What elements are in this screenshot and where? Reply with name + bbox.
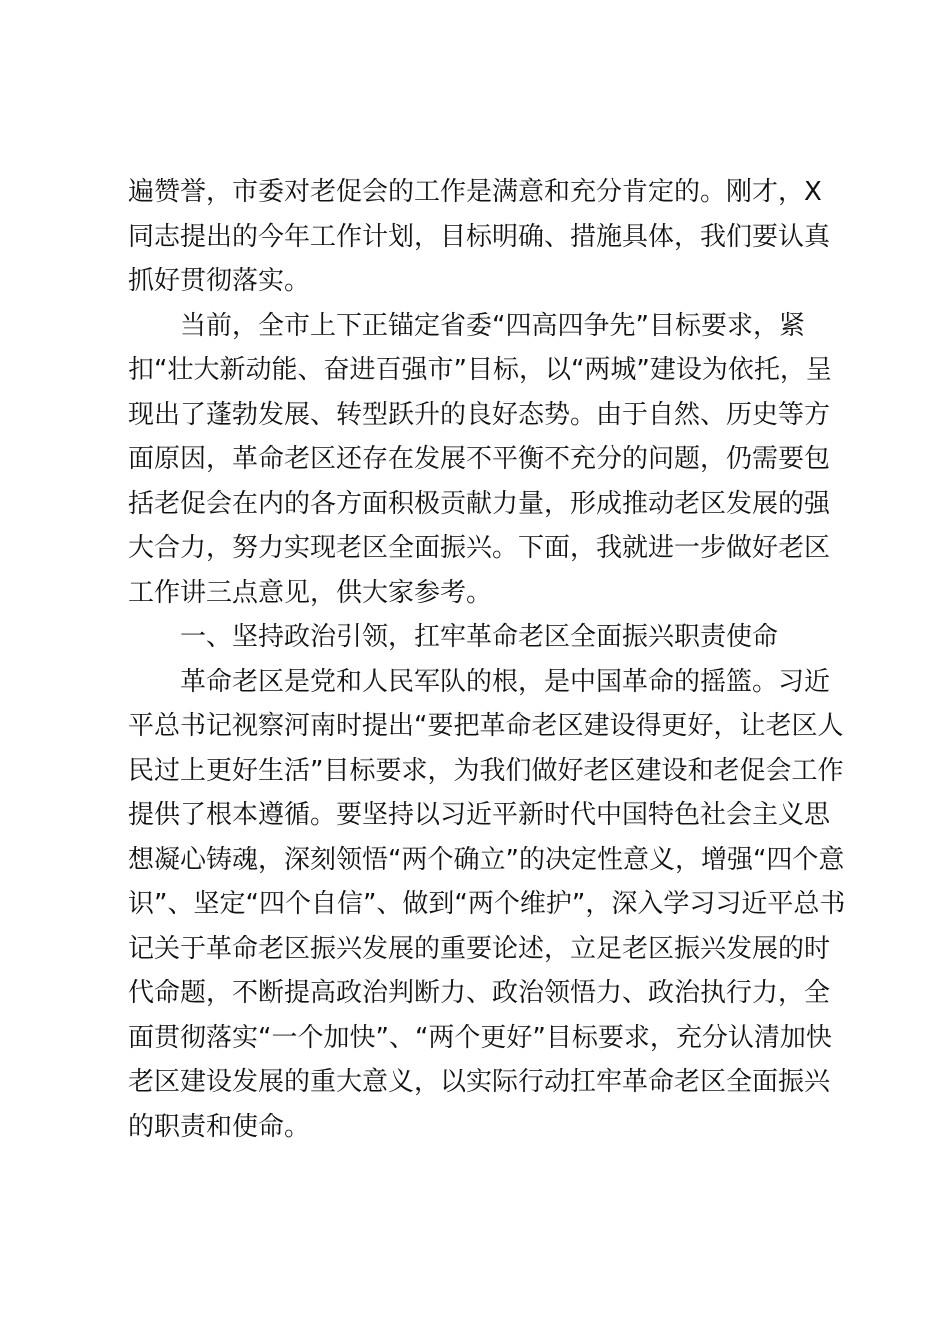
- text-line: 平总书记视察河南时提出“要把革命老区建设得更好，让老区人: [128, 711, 844, 741]
- text-line: 工作讲三点意见，供大家参考。: [128, 577, 493, 608]
- text-line: 同志提出的今年工作计划，目标明确、措施具体，我们要认真: [128, 221, 831, 252]
- text-line: 想凝心铸魂，深刻领悟“两个确立”的决定性意义，增强“四个意: [128, 844, 845, 875]
- text-line: 记关于革命老区振兴发展的重要论述，立足老区振兴发展的时: [128, 933, 831, 964]
- body-text: [128, 170, 846, 1149]
- text-line: 的职责和使命。: [128, 1111, 311, 1142]
- text-line: 面原因，革命老区还存在发展不平衡不充分的问题，仍需要包: [128, 444, 831, 474]
- text-line: 提供了根本遵循。要坚持以习近平新时代中国特色社会主义思: [128, 800, 831, 830]
- text-line: 大合力，努力实现老区全面振兴。下面，我就进一步做好老区: [128, 533, 831, 563]
- text-line: 代命题，不断提高政治判断力、政治领悟力、政治执行力，全: [128, 978, 831, 1008]
- text-line: 扣“壮大新动能、奋进百强市”目标，以“两城”建设为依托，呈: [128, 355, 832, 385]
- text-line: 老区建设发展的重大意义，以实际行动扛牢革命老区全面振兴: [128, 1067, 831, 1097]
- text-line: 民过上更好生活”目标要求，为我们做好老区建设和老促会工作: [128, 755, 844, 786]
- text-line: 现出了蓬勃发展、转型跃升的良好态势。由于自然、历史等方: [128, 399, 831, 430]
- text-line: 遍赞誉，市委对老促会的工作是满意和充分肯定的。刚才，X: [128, 177, 822, 207]
- text-line: 当前，全市上下正锚定省委“四高四争先”目标要求，紧: [180, 310, 805, 341]
- text-line: 面贯彻落实“一个加快”、“两个更好”目标要求，充分认清加快: [128, 1022, 832, 1053]
- text-line: 识”、坚定“四个自信”、做到“两个维护”，深入学习习近平总书: [128, 889, 846, 919]
- text-line: 括老促会在内的各方面积极贡献力量，形成推动老区发展的强: [128, 488, 831, 519]
- text-line: 抓好贯彻落实。: [128, 266, 311, 296]
- text-line: 革命老区是党和人民军队的根，是中国革命的摇篮。习近: [180, 666, 831, 697]
- text-line: 一、坚持政治引领，扛牢革命老区全面振兴职责使命: [180, 622, 779, 652]
